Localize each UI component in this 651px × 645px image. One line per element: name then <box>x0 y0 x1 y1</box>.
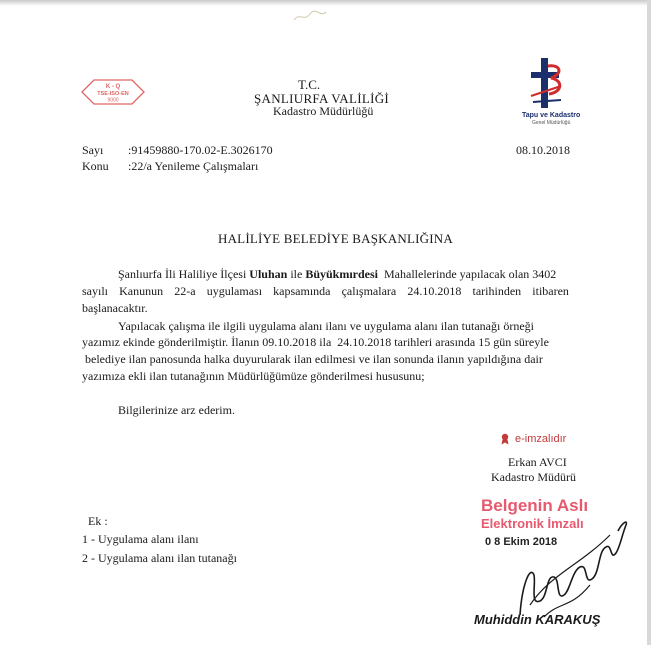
word: çalışmalara <box>341 284 397 298</box>
certifier-name: Muhiddin KARAKUŞ <box>474 612 601 627</box>
e-signature-badge <box>500 433 566 445</box>
paragraph-2-line-3: belediye ilan panosunda halka duyurularak ilan edilmesi ve ilan sonunda ilanın yapıldığına dair <box>82 352 543 366</box>
signer-name: Erkan AVCI <box>508 455 567 469</box>
document-date: 08.10.2018 <box>516 143 570 157</box>
attachment-item: 1 - Uygulama alanı ilanı <box>82 532 199 546</box>
p1-neighborhood-1: Uluhan <box>249 267 288 281</box>
paragraph-2-line-1: Yapılacak çalışma ile ilgili uygulama alanı ilanı ve uygulama alanı ilan tutanağı örneği <box>118 319 534 333</box>
word: itibaren <box>532 284 569 298</box>
stamp-date: 0 8 Ekim 2018 <box>485 536 558 548</box>
attachment-item: 2 - Uygulama alanı ilan tutanağı <box>82 551 237 565</box>
logo-subtitle: Genel Müdürlüğü <box>532 120 571 126</box>
word: 22-a <box>174 284 196 298</box>
stamp-line-2: Elektronik İmzalı <box>481 516 584 531</box>
recipient: HALİLİYE BELEDİYE BAŞKANLIĞINA <box>218 231 453 246</box>
paragraph-2-line-2: yazımız ekinde gönderilmiştir. İlanın 09.10.2018 ila 24.10.2018 tarihleri arasında 15 gün süreyle <box>82 335 549 349</box>
stamp-line-1: Belgenin Aslı <box>481 496 589 515</box>
iso-line1: K - Q <box>105 84 121 90</box>
iso-line2: TSE-ISO-EN <box>97 91 129 97</box>
header-governorship: ŞANLIURFA VALİLİĞİ <box>254 91 390 106</box>
tapu-kadastro-logo-icon <box>527 56 567 112</box>
header-department: Kadastro Müdürlüğü <box>273 104 374 118</box>
p1-text-mid: ile <box>287 267 306 281</box>
p1-text-post: Mahallelerinde yapılacak olan 3402 <box>378 267 557 281</box>
header-country: T.C. <box>298 77 321 92</box>
paragraph-1-line-1 <box>118 266 556 283</box>
konu-label: Konu <box>82 159 109 173</box>
p1-neighborhood-2: Büyükmırdesi <box>305 267 379 281</box>
word: 24.10.2018 <box>407 284 462 298</box>
iso-line3: 9000 <box>107 97 119 104</box>
signer-title: Kadastro Müdürü <box>491 470 576 484</box>
attachments-label: Ek : <box>88 514 108 528</box>
word: tarihinden <box>472 284 522 298</box>
e-signature-label: e-imzalıdır <box>515 433 567 445</box>
p1-text-pre: Şanlıurfa İli Haliliye İlçesi <box>118 267 250 281</box>
word: uygulaması <box>206 284 263 298</box>
page-right-edge <box>647 0 651 645</box>
iso-certification-badge <box>80 78 146 106</box>
word: Kanunun <box>119 284 164 298</box>
sayi-label: Sayı <box>82 143 104 157</box>
paragraph-2-line-4: yazımıza ekli ilan tutanağının Müdürlüğümüze gönderilmesi hususunu; <box>82 369 425 383</box>
ribbon-icon <box>500 433 510 445</box>
paragraph-1-line-2 <box>82 283 569 300</box>
logo-name: Tapu ve Kadastro <box>522 112 581 119</box>
faint-mark <box>290 6 330 26</box>
sayi-value: :91459880-170.02-E.3026170 <box>128 143 273 157</box>
closing-line: Bilgilerinize arz ederim. <box>118 403 235 417</box>
paragraph-1-line-3: başlanacaktır. <box>82 301 148 315</box>
word: kapsamında <box>273 284 331 298</box>
word: sayılı <box>82 284 108 298</box>
konu-value: :22/a Yenileme Çalışmaları <box>128 159 259 173</box>
